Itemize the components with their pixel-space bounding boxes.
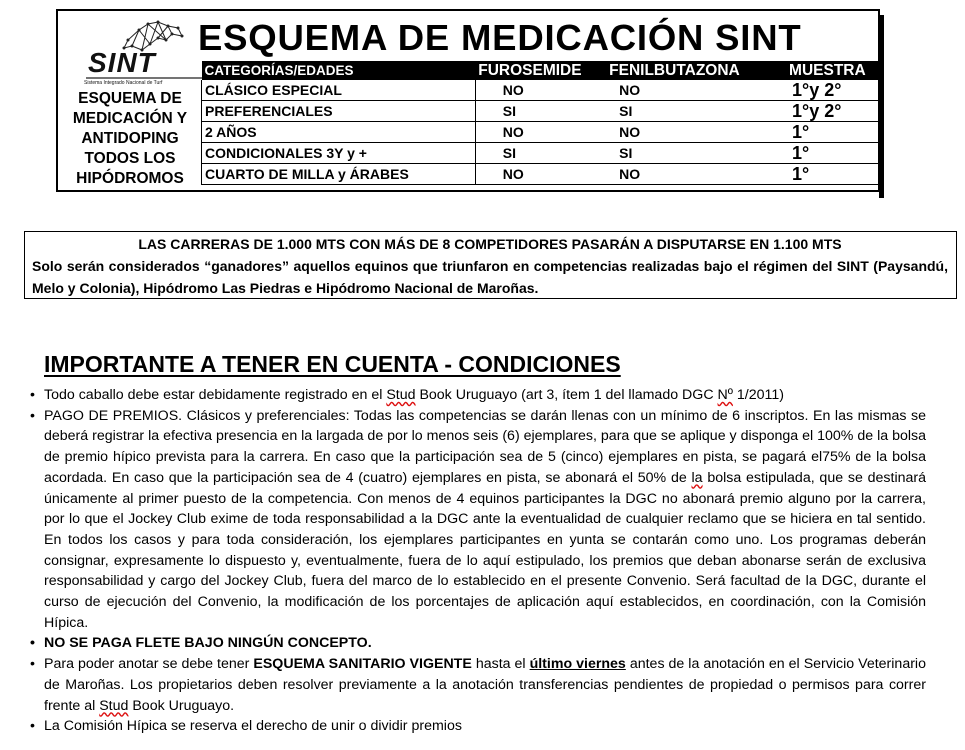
muestra-cell: 1°y 2° bbox=[773, 101, 881, 122]
spellcheck-text: la bbox=[691, 469, 703, 486]
column-header-fenilbutazona: FENILBUTAZONA bbox=[606, 61, 773, 80]
notice-winners-rule: Solo serán considerados “ganadores” aquellos equinos que triunfaron en competencias realizadas bajo el régimen del SINT (Paysandú, Melo y Colonia), Hipódromo Las Piedras e Hipódromo Nacional de Maroñas. bbox=[32, 258, 948, 296]
text: Para poder anotar se debe tener bbox=[44, 656, 254, 673]
category-cell: CONDICIONALES 3Y y + bbox=[202, 143, 476, 164]
column-header-muestra: MUESTRA bbox=[773, 61, 881, 80]
list-item bbox=[30, 633, 926, 654]
text: antes de la anotación en el Servicio Veterinario de Maroñas. Los propietarios deben resolver previamente a la anotación transferencias pendientes de propiedad o permisos para correr frente al bbox=[44, 656, 926, 714]
logo-subtitle: Sistema Integrado Nacional de Turf bbox=[84, 80, 163, 86]
furosemide-cell: SI bbox=[475, 101, 606, 122]
muestra-cell: 1° bbox=[773, 164, 881, 185]
notice-box bbox=[24, 231, 957, 299]
muestra-cell: 1° bbox=[773, 122, 881, 143]
fenilbutazona-cell: NO bbox=[606, 122, 773, 143]
text: hasta el bbox=[471, 656, 530, 673]
medication-scheme-box bbox=[56, 9, 880, 192]
category-cell: PREFERENCIALES bbox=[202, 101, 476, 122]
table-row bbox=[202, 143, 882, 164]
category-cell: CUARTO DE MILLA y ÁRABES bbox=[202, 164, 476, 185]
text: Book Uruguayo (art 3, ítem 1 del llamado DGC bbox=[415, 387, 718, 403]
fenilbutazona-cell: NO bbox=[606, 80, 773, 101]
bold-text: ESQUEMA SANITARIO VIGENTE bbox=[253, 656, 472, 673]
text: PAGO DE PREMIOS. Clásicos y preferenciales: Todas las competencias se darán llenas con un mínimo de 6 inscriptos. En las mismas se deberá registrar la efectiva presencia en la largada de por lo menos seis (6) ejemplares, para que se aplique y disponga el 100% de la bolsa de premio hípico prevista para la carrera. En caso que la participación sea de 5 (cinco) ejemplares en pista, se pagará el75% de la bolsa acordada. En caso que la participación sea de 4 (cuatro) ejemplares en pista, se abonará el 50% de bbox=[44, 407, 926, 486]
text: 1/2011) bbox=[732, 387, 784, 403]
conditions-heading: IMPORTANTE A TENER EN CUENTA - CONDICIONES bbox=[44, 351, 621, 377]
notice-distance-rule: LAS CARRERAS DE 1.000 MTS CON MÁS DE 8 COMPETIDORES PASARÁN A DISPUTARSE EN 1.100 MTS bbox=[138, 236, 842, 252]
fenilbutazona-cell: NO bbox=[606, 164, 773, 185]
spellcheck-text: Stud bbox=[386, 387, 416, 403]
text: NO SE PAGA FLETE BAJO NINGÚN CONCEPTO. bbox=[44, 635, 372, 652]
furosemide-cell: SI bbox=[475, 143, 606, 164]
furosemide-cell: NO bbox=[475, 164, 606, 185]
spellcheck-text: Stud bbox=[99, 697, 129, 714]
text: La Comisión Hípica se reserva el derecho de unir o dividir premios bbox=[44, 718, 462, 735]
table-header-row bbox=[202, 61, 882, 80]
conditions-list bbox=[30, 385, 926, 737]
furosemide-cell: NO bbox=[475, 80, 606, 101]
side-title: ESQUEMA DE MEDICACIÓN Y ANTIDOPING TODOS LOS HIPÓDROMOS bbox=[72, 90, 188, 187]
list-item bbox=[30, 716, 926, 737]
muestra-cell: 1° bbox=[773, 143, 881, 164]
list-item bbox=[30, 406, 926, 634]
text: Todo caballo debe estar debidamente registrado en el bbox=[44, 387, 387, 403]
page-title: ESQUEMA DE MEDICACIÓN SINT bbox=[198, 17, 802, 58]
list-item bbox=[30, 654, 926, 716]
text: Book Uruguayo. bbox=[128, 697, 235, 714]
spellcheck-text: Nº bbox=[717, 387, 733, 403]
furosemide-cell: NO bbox=[475, 122, 606, 143]
text: bolsa estipulada, que se destinará únicamente al primer puesto de la competencia. Con menos de 4 equinos participantes la DGC no abonará premio alguno por la carrera, por lo que el Jockey Club exime de toda responsabilidad a la DGC ante la eventualidad de cualquier reclamo que se hiciera en tal sentido. En todos los casos y para toda consideración, los ejemplares participantes en yunta se contarán como uno. Los programas deberán consignar, expresamente lo dispuesto y, eventualmente, fuera de lo aquí estipulado, los premios que deban abonarse serán de exclusiva responsabilidad y cargo del Jockey Club, fuera del marco de lo establecido en el presente Convenio. Será facultad de la DGC, durante el curso de ejecución del Convenio, la modificación de los porcentajes de aplicación aquí establecidos, en coordinación, con la Comisión Hípica. bbox=[44, 469, 926, 631]
table-row bbox=[202, 80, 882, 101]
fenilbutazona-cell: SI bbox=[606, 101, 773, 122]
category-cell: 2 AÑOS bbox=[202, 122, 476, 143]
fenilbutazona-cell: SI bbox=[606, 143, 773, 164]
table-row bbox=[202, 101, 882, 122]
muestra-cell: 1°y 2° bbox=[773, 80, 881, 101]
medication-table bbox=[201, 61, 881, 185]
logo-text: SINT bbox=[88, 47, 156, 78]
column-header-category: CATEGORÍAS/EDADES bbox=[202, 61, 476, 80]
list-item bbox=[30, 385, 926, 406]
table-row bbox=[202, 164, 882, 185]
category-cell: CLÁSICO ESPECIAL bbox=[202, 80, 476, 101]
underlined-text: último viernes bbox=[529, 656, 626, 673]
column-header-furosemide: FUROSEMIDE bbox=[475, 61, 606, 80]
table-row bbox=[202, 122, 882, 143]
